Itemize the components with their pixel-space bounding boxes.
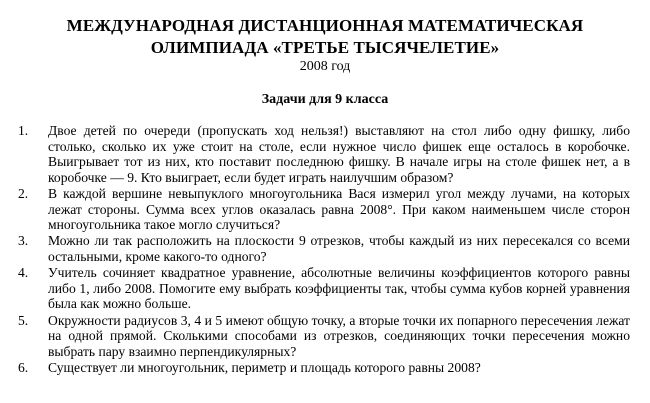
problem-item-1 xyxy=(18,123,630,185)
problem-number: 3. xyxy=(18,233,29,249)
problem-text: Двое детей по очереди (пропускать ход нельзя!) выставляют на стол либо одну фишку, либо столько, сколько их уже стоит на столе, если нужное число фишек еще осталось в коробочке. Выигрывает тот из них, кто поставит последнюю фишку. В начале игры на столе фишек нет, а в коробочке — 9. Кто выиграет, если будет играть наилучшим образом? xyxy=(48,123,630,185)
problem-number: 1. xyxy=(18,123,29,138)
problem-number: 6. xyxy=(18,359,29,375)
problem-item-6 xyxy=(18,360,630,376)
problem-item-3 xyxy=(18,233,630,264)
document-subtitle: Задачи для 9 класса xyxy=(261,92,389,107)
problem-text: Существует ли многоугольник, периметр и площадь которого равны 2008? xyxy=(48,359,481,375)
problem-text: Окружности радиусов 3, 4 и 5 имеют общую точку, а вторые точки их попарного пересечения лежат на одной прямой. Сколькими способами из отрезков, соединяющих точки пересечения можно выбрать пару взаимно перпендикулярных? xyxy=(48,312,630,359)
problem-item-5 xyxy=(18,313,630,360)
problem-list xyxy=(18,123,630,376)
problem-text: Можно ли так расположить на плоскости 9 отрезков, чтобы каждый из них пересекался со всеми остальными, кроме какого-то одного? xyxy=(48,233,630,264)
problem-number: 2. xyxy=(18,185,29,201)
problem-text: Учитель сочиняет квадратное уравнение, абсолютные величины коэффициентов которого равны либо 1, либо 2008. Помогите ему выбрать коэффициенты так, чтобы сумма кубов корней уравнения была как можно больше. xyxy=(48,265,630,312)
problem-number: 4. xyxy=(18,265,29,281)
problem-text: В каждой вершине невыпуклого многоугольника Вася измерил угол между лучами, на которых лежат стороны. Сумма всех углов оказалась равна 2008°. При каком наименьшем числе сторон многоугольника такое могло случиться? xyxy=(48,185,630,233)
document-title-line-1: МЕЖДУНАРОДНАЯ ДИСТАНЦИОННАЯ МАТЕМАТИЧЕСКАЯ xyxy=(66,16,584,35)
problem-item-2 xyxy=(18,186,630,233)
problem-number: 5. xyxy=(18,312,29,328)
problem-item-4 xyxy=(18,265,630,312)
document-year: 2008 год xyxy=(299,59,351,74)
document-title-line-2: ОЛИМПИАДА «ТРЕТЬЕ ТЫСЯЧЕЛЕТИЕ» xyxy=(150,38,500,57)
